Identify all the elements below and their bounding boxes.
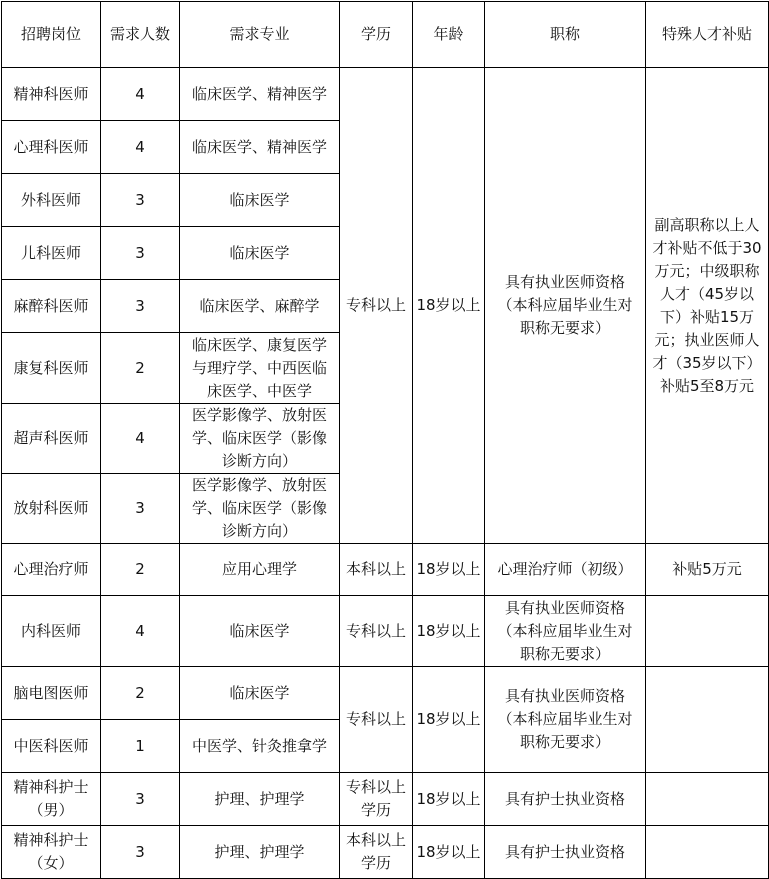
table-row (2, 68, 769, 121)
position-cell: 精神科护士（女） (2, 826, 101, 879)
header-count: 需求人数 (101, 2, 180, 68)
age-cell: 18岁以上 (413, 667, 485, 773)
header-education: 学历 (340, 2, 413, 68)
position-cell: 超声科医师 (2, 404, 101, 474)
count-cell: 4 (101, 404, 180, 474)
position-cell: 儿科医师 (2, 227, 101, 280)
header-major: 需求专业 (180, 2, 340, 68)
position-cell: 康复科医师 (2, 333, 101, 404)
age-cell: 18岁以上 (413, 773, 485, 826)
count-cell: 3 (101, 280, 180, 333)
major-cell: 临床医学、康复医学与理疗学、中西医临床医学、中医学 (180, 333, 340, 404)
table-row (2, 826, 769, 879)
position-cell: 精神科护士（男） (2, 773, 101, 826)
position-cell: 外科医师 (2, 174, 101, 227)
title-cell: 具有执业医师资格（本科应届毕业生对职称无要求） (485, 596, 646, 667)
major-cell: 临床医学 (180, 596, 340, 667)
subsidy-cell: 副高职称以上人才补贴不低于30万元；中级职称人才（45岁以下）补贴15万元；执业医师人才（35岁以下）补贴5至8万元 (646, 68, 769, 544)
recruitment-table (1, 1, 769, 879)
major-cell: 临床医学、精神医学 (180, 121, 340, 174)
subsidy-cell (646, 773, 769, 826)
count-cell: 1 (101, 720, 180, 773)
title-cell: 心理治疗师（初级） (485, 544, 646, 596)
header-row (2, 2, 769, 68)
count-cell: 3 (101, 474, 180, 544)
title-cell: 具有护士执业资格 (485, 773, 646, 826)
position-cell: 脑电图医师 (2, 667, 101, 720)
header-position: 招聘岗位 (2, 2, 101, 68)
count-cell: 4 (101, 121, 180, 174)
major-cell: 护理、护理学 (180, 773, 340, 826)
position-cell: 麻醉科医师 (2, 280, 101, 333)
major-cell: 护理、护理学 (180, 826, 340, 879)
major-cell: 临床医学、麻醉学 (180, 280, 340, 333)
title-cell: 具有护士执业资格 (485, 826, 646, 879)
major-cell: 医学影像学、放射医学、临床医学（影像诊断方向） (180, 404, 340, 474)
table-row (2, 544, 769, 596)
position-cell: 内科医师 (2, 596, 101, 667)
major-cell: 临床医学 (180, 174, 340, 227)
major-cell: 临床医学 (180, 227, 340, 280)
age-cell: 18岁以上 (413, 826, 485, 879)
header-age: 年龄 (413, 2, 485, 68)
header-title: 职称 (485, 2, 646, 68)
education-cell: 专科以上 (340, 68, 413, 544)
subsidy-cell (646, 667, 769, 773)
age-cell: 18岁以上 (413, 68, 485, 544)
position-cell: 心理科医师 (2, 121, 101, 174)
title-cell: 具有执业医师资格（本科应届毕业生对职称无要求） (485, 68, 646, 544)
subsidy-cell: 补贴5万元 (646, 544, 769, 596)
major-cell: 临床医学 (180, 667, 340, 720)
education-cell: 专科以上 (340, 667, 413, 773)
education-cell: 本科以上 (340, 544, 413, 596)
position-cell: 中医科医师 (2, 720, 101, 773)
position-cell: 精神科医师 (2, 68, 101, 121)
position-cell: 心理治疗师 (2, 544, 101, 596)
position-cell: 放射科医师 (2, 474, 101, 544)
count-cell: 2 (101, 667, 180, 720)
count-cell: 4 (101, 68, 180, 121)
education-cell: 本科以上学历 (340, 826, 413, 879)
subsidy-cell (646, 596, 769, 667)
count-cell: 2 (101, 544, 180, 596)
major-cell: 应用心理学 (180, 544, 340, 596)
major-cell: 医学影像学、放射医学、临床医学（影像诊断方向） (180, 474, 340, 544)
table-row (2, 667, 769, 720)
major-cell: 临床医学、精神医学 (180, 68, 340, 121)
education-cell: 专科以上 (340, 596, 413, 667)
subsidy-cell (646, 826, 769, 879)
count-cell: 3 (101, 174, 180, 227)
title-cell: 具有执业医师资格（本科应届毕业生对职称无要求） (485, 667, 646, 773)
table-row (2, 596, 769, 667)
table-row (2, 773, 769, 826)
count-cell: 2 (101, 333, 180, 404)
count-cell: 3 (101, 227, 180, 280)
header-subsidy: 特殊人才补贴 (646, 2, 769, 68)
count-cell: 3 (101, 773, 180, 826)
count-cell: 3 (101, 826, 180, 879)
count-cell: 4 (101, 596, 180, 667)
age-cell: 18岁以上 (413, 544, 485, 596)
age-cell: 18岁以上 (413, 596, 485, 667)
education-cell: 专科以上学历 (340, 773, 413, 826)
major-cell: 中医学、针灸推拿学 (180, 720, 340, 773)
